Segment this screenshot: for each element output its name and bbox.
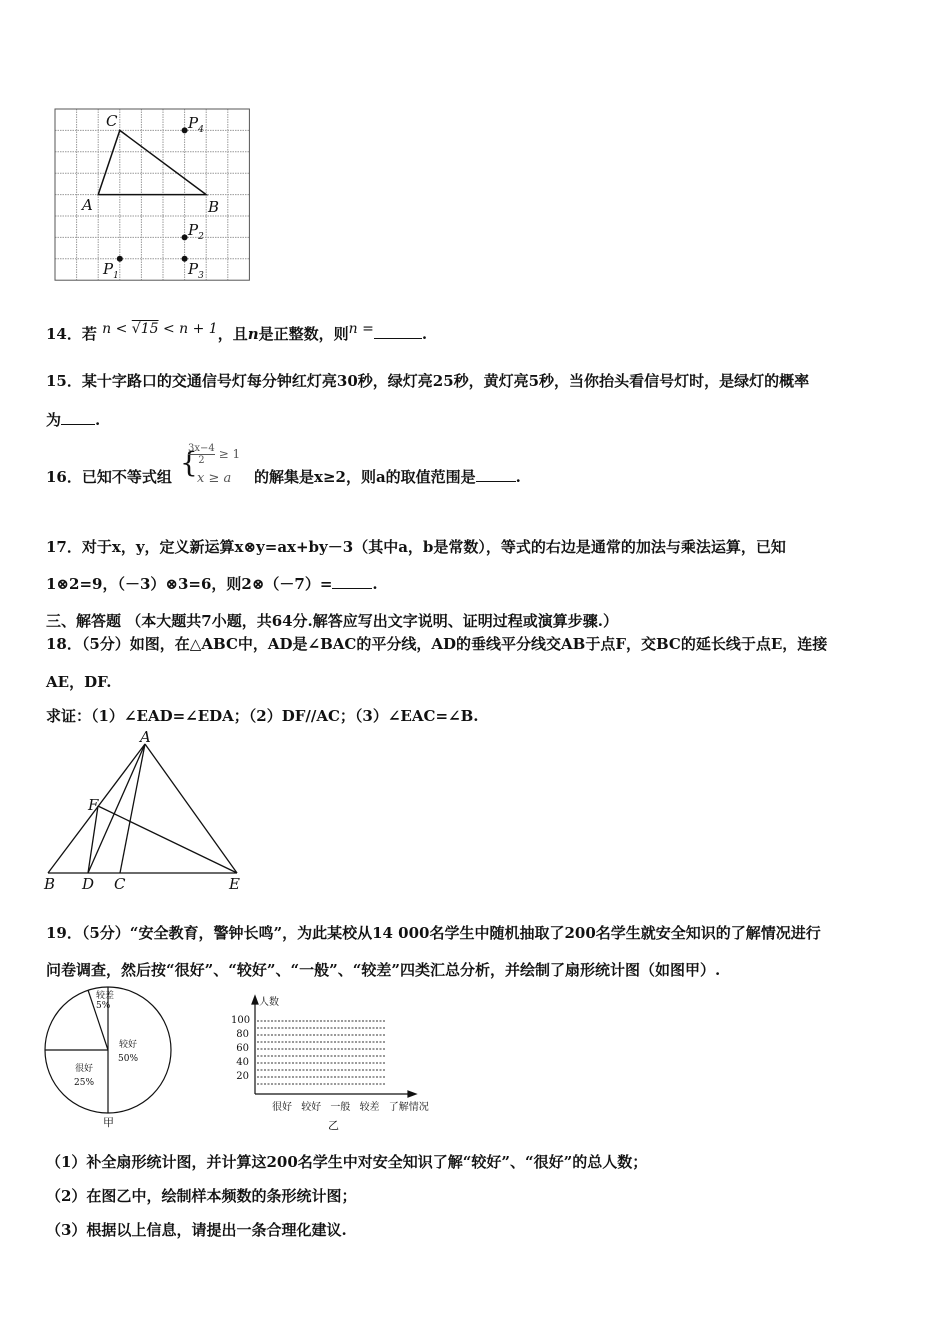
question-19-line1: 19．（5分）“安全教育，警钟长鸣”，为此某校从14 000名学生中随机抽取了200名学生就安全知识的了解情况进行 (46, 924, 821, 942)
label-p4: $P_4$ (188, 114, 204, 135)
question-16-rest: 的解集是x≥2，则a的取值范围是 . (254, 468, 521, 486)
label-p3: $P_3$ (188, 260, 204, 281)
question-16: 16．已知不等式组 (46, 468, 172, 486)
question-18-line3: 求证：（1）∠EAD=∠EDA；（2）DF//AC；（3）∠EAC=∠B. (46, 707, 479, 725)
grid-point (182, 127, 188, 133)
label-a: A (140, 728, 151, 746)
question-17-line2: 1⊗2=9，（－3）⊗3=6，则2⊗（－7）= . (46, 575, 378, 593)
bar-caption: 乙 (328, 1119, 339, 1132)
question-14: 14．若 n < √15 < n + 1，且n是正整数，则n = . (46, 321, 428, 343)
label-d: D (82, 875, 95, 893)
question-19-sub3: （3）根据以上信息，请提出一条合理化建议. (46, 1221, 347, 1239)
grid-point (182, 234, 188, 240)
pie-label-jiaohao: 较好 50% (118, 1040, 139, 1064)
grid-figure (0, 0, 200, 180)
pie-caption: 甲 (103, 1116, 114, 1129)
bar-yticks: 100 80 60 40 20 (231, 1015, 251, 1082)
bar-ylabel: 人数 (259, 997, 279, 1008)
question-19-sub2: （2）在图乙中，绘制样本频数的条形统计图； (46, 1187, 357, 1205)
label-p2: $P_2$ (188, 221, 204, 242)
label-c: C (106, 112, 118, 130)
label-c: C (114, 875, 126, 893)
inequality-2: x ≥ a (197, 471, 232, 486)
label-e: E (229, 875, 240, 893)
pie-label-henhao: 很好 25% (74, 1064, 95, 1088)
grid-point (182, 256, 188, 262)
question-17-line1: 17．对于x，y，定义新运算x⊗y=ax+by－3（其中a，b是常数），等式的右边是通常的加法与乘法运算，已知 (46, 538, 786, 556)
label-b: B (44, 875, 56, 893)
inequality-1: $\frac{3x-4}{2} \ge 1$ (188, 443, 241, 466)
label-a: A (82, 196, 93, 214)
label-b: B (208, 198, 220, 216)
question-15-line1: 15．某十字路口的交通信号灯每分钟红灯亮30秒，绿灯亮25秒，黄灯亮5秒，当你抬头看信号灯时，是绿灯的概率 (46, 372, 810, 390)
question-15-line2: 为 . (46, 411, 101, 429)
label-f: F (88, 796, 99, 814)
pie-label-jiaocha: 较差 5% (96, 991, 115, 1011)
question-19-sub1: （1）补全扇形统计图，并计算这200名学生中对安全知识了解“较好”、“很好”的总人数； (46, 1153, 648, 1171)
brace: { (180, 446, 198, 479)
question-18-line2: AE，DF. (46, 673, 112, 691)
label-p1: $P_1$ (103, 260, 119, 281)
bar-categories: 很好 较好 一般 较差 了解情况 (272, 1102, 429, 1113)
question-19-line2: 问卷调查，然后按“很好”、“较好”、“一般”、“较差”四类汇总分析，并绘制了扇形统计图（如图甲）. (46, 961, 721, 979)
section-heading: 三、解答题 （本大题共7小题，共64分.解答应写出文字说明、证明过程或演算步骤.） (46, 612, 619, 630)
question-18-line1: 18．（5分）如图，在△ABC中，AD是∠BAC的平分线，AD的垂线平分线交AB于点F，交BC的延长线于点E，连接 (46, 635, 828, 653)
